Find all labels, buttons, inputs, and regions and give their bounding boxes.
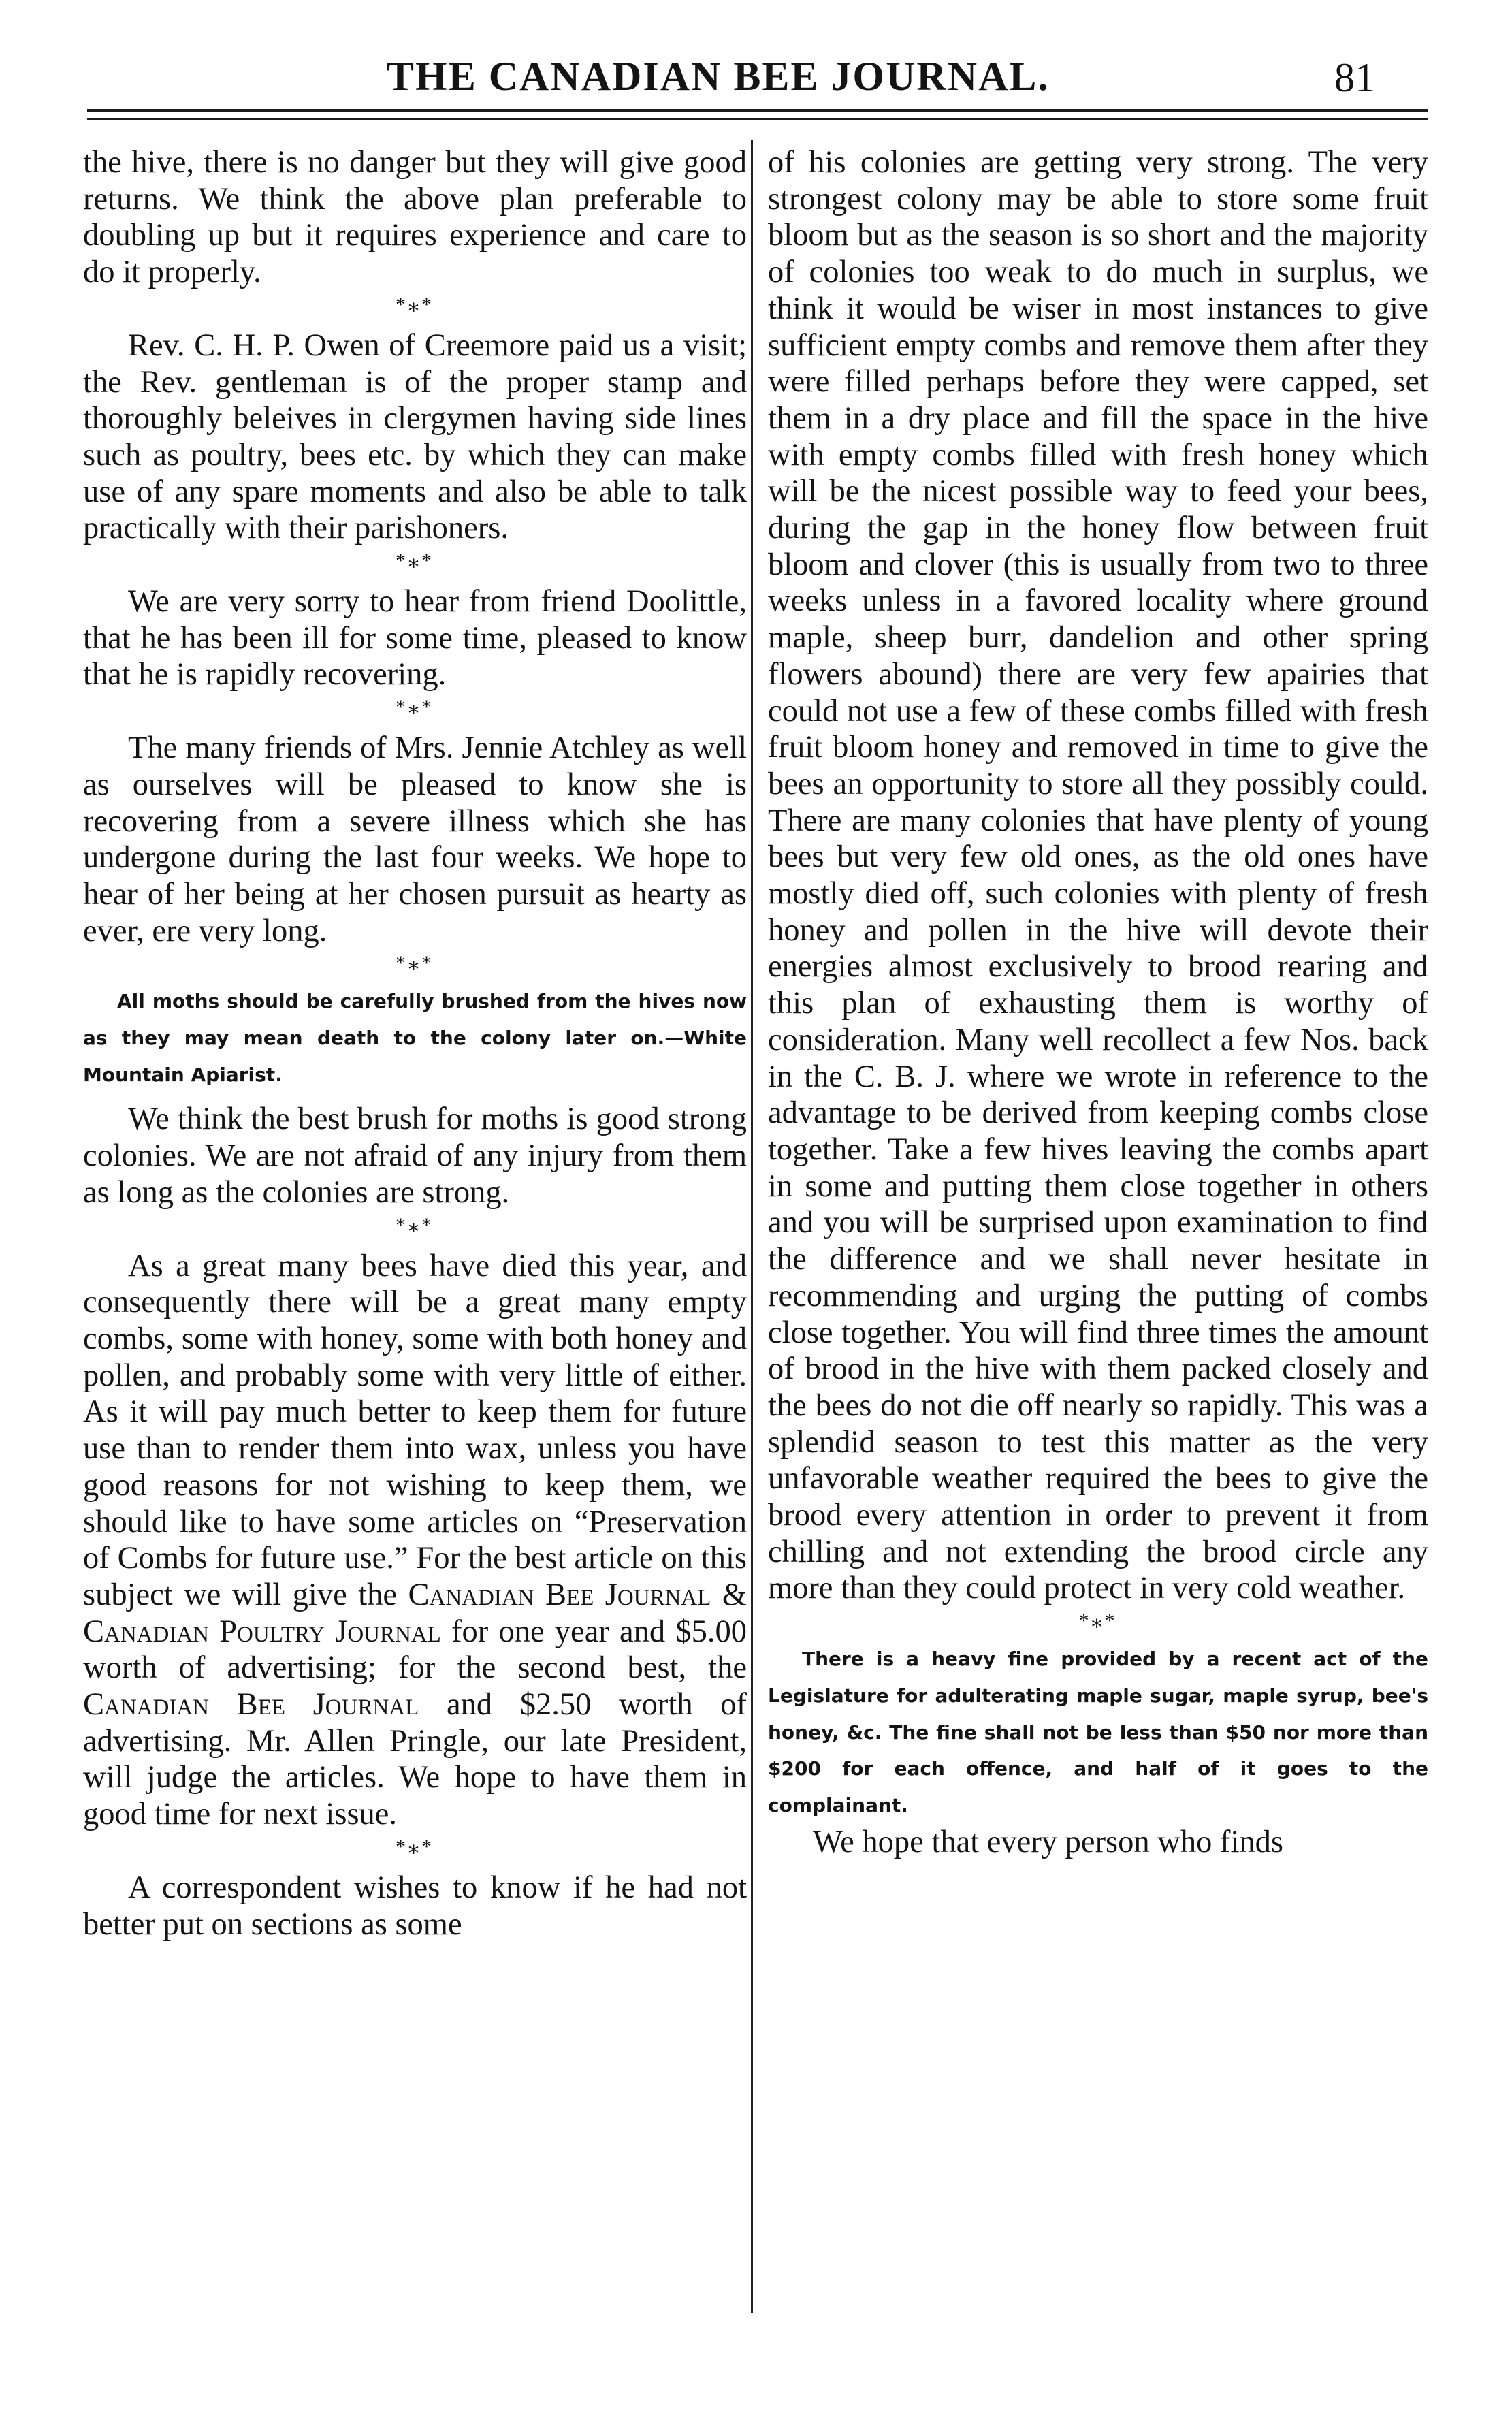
- section-separator: *⁎*: [396, 1835, 434, 1858]
- contest-text-d: and $2.50 worth of advertising. Mr. Allen Pringle, our late President, will judge the articles. We hope to have them in good time for next issue.: [83, 1687, 747, 1832]
- header-rule-thick: [87, 109, 1428, 112]
- left-paragraph-combs-contest: [83, 1248, 747, 1833]
- journal-name: Canadian Poultry Journal: [83, 1614, 441, 1649]
- right-column: [768, 144, 1428, 1860]
- section-separator: *⁎*: [1078, 1610, 1118, 1633]
- page-header: [0, 53, 1512, 114]
- left-paragraph-1: the hive, there is no danger but they will give good returns. We think the above plan preferable to doubling up but it requires experience and care to do it properly.: [83, 145, 747, 290]
- contest-text-a: As a great many bees have died this year, and consequently there will be a great many empty combs, some with honey, some with both honey and pollen, and probably some with very little of either. As it will pay much better to keep them for future use than to render them into wax, unless you have good reasons for not wishing to keep them, we should like to have some articles on “Preservation of Combs for future use.” For the best article on this subject we will give the: [83, 1248, 747, 1612]
- quoted-note-moths: All moths should be carefully brushed from the hives now as they may mean death to the colony later on.—White Mountain Apiarist.: [83, 990, 747, 1086]
- left-paragraph-correspondent: A correspondent wishes to know if he had not better put on sections as some: [83, 1870, 747, 1942]
- journal-title: THE CANADIAN BEE JOURNAL.: [387, 54, 1050, 99]
- notice-adulteration: There is a heavy fine provided by a recent act of the Legislature for adulterating maple sugar, maple syrup, bee's honey, &c. The fine shall not be less than $50 nor more than $200 for each offence, and half of it goes to the complainant.: [768, 1648, 1428, 1816]
- section-separator: *⁎*: [396, 549, 434, 573]
- left-column: [83, 144, 747, 1942]
- spacer: [83, 1093, 747, 1101]
- header-rule-thin: [87, 118, 1428, 120]
- contest-text-c: for one year and $5.00 worth of advertising; for the second best, the: [83, 1614, 747, 1686]
- right-paragraph-closing: We hope that every person who finds: [813, 1824, 1283, 1859]
- section-separator: *⁎*: [396, 952, 434, 975]
- contest-text-b: &: [711, 1577, 747, 1612]
- right-paragraph-combs: of his colonies are getting very strong. The very strongest colony may be able to store some fruit bloom but as the season is so short and the majority of colonies too weak to do much in surplus, we think it would be wiser in most instances to give sufficient empty combs and remove them after they were filled perhaps before they were capped, set them in a dry place and fill the space in the hive with empty combs filled with fresh honey which will be the nicest possible way to feed your bees, during the gap in the honey flow between fruit bloom and clover (this is usually from two to three weeks unless in a favored locality where ground maple, sheep burr, dandelion and other spring flowers abound) there are very few apairies that could not use a few of these combs filled with fresh fruit bloom honey and removed in time to give the bees an opportunity to store all they possibly could. There are many colonies that have plenty of young bees but very few old ones, as the old ones have mostly died off, such colonies with plenty of fresh honey and pollen in the hive will devote their energies almost exclusively to brood rearing and this plan of exhausting them is worthy of consideration. Many well recollect a few Nos. back in the C. B. J. where we wrote in reference to the advantage to be derived from keeping combs close together. Take a few hives leaving the combs apart in some and putting them close together in others and you will be surprised upon examination to find the difference and we shall never hesitate in recommending and urging the putting of combs close together. You will find three times the amount of brood in the hive with them packed closely and the bees do not die off nearly so rapidly. This was a splendid season to test this matter as the very unfavorable weather required the bees to give the brood every attention in order to prevent it from chilling and not extending the brood circle any more than they could protect in very cold weather.: [768, 145, 1428, 1606]
- left-paragraph-owen: Rev. C. H. P. Owen of Creemore paid us a visit; the Rev. gentleman is of the proper stamp and thoroughly beleives in clergymen having side lines such as poultry, bees etc. by which they can make use of any spare moments and also be able to talk practically with their parishoners.: [83, 327, 747, 546]
- journal-name: Canadian Bee Journal: [408, 1577, 711, 1612]
- left-paragraph-doolittle: We are very sorry to hear from friend Doolittle, that he has been ill for some time, pleased to know that he is rapidly recovering.: [83, 584, 747, 692]
- page-number: 81: [1334, 55, 1375, 100]
- section-separator: *⁎*: [396, 1213, 434, 1236]
- section-separator: *⁎*: [396, 696, 434, 719]
- left-paragraph-atchley: The many friends of Mrs. Jennie Atchley as well as ourselves will be pleased to know she is recovering from a severe illness which she has undergone during the last four weeks. We hope to hear of her being at her chosen pursuit as hearty as ever, ere very long.: [83, 731, 747, 948]
- column-divider: [751, 140, 753, 2313]
- section-separator: *⁎*: [396, 293, 434, 316]
- left-paragraph-moths: We think the best brush for moths is good strong colonies. We are not afraid of any injury from them as long as the colonies are strong.: [83, 1102, 747, 1210]
- journal-name: Canadian Bee Journal: [83, 1687, 419, 1723]
